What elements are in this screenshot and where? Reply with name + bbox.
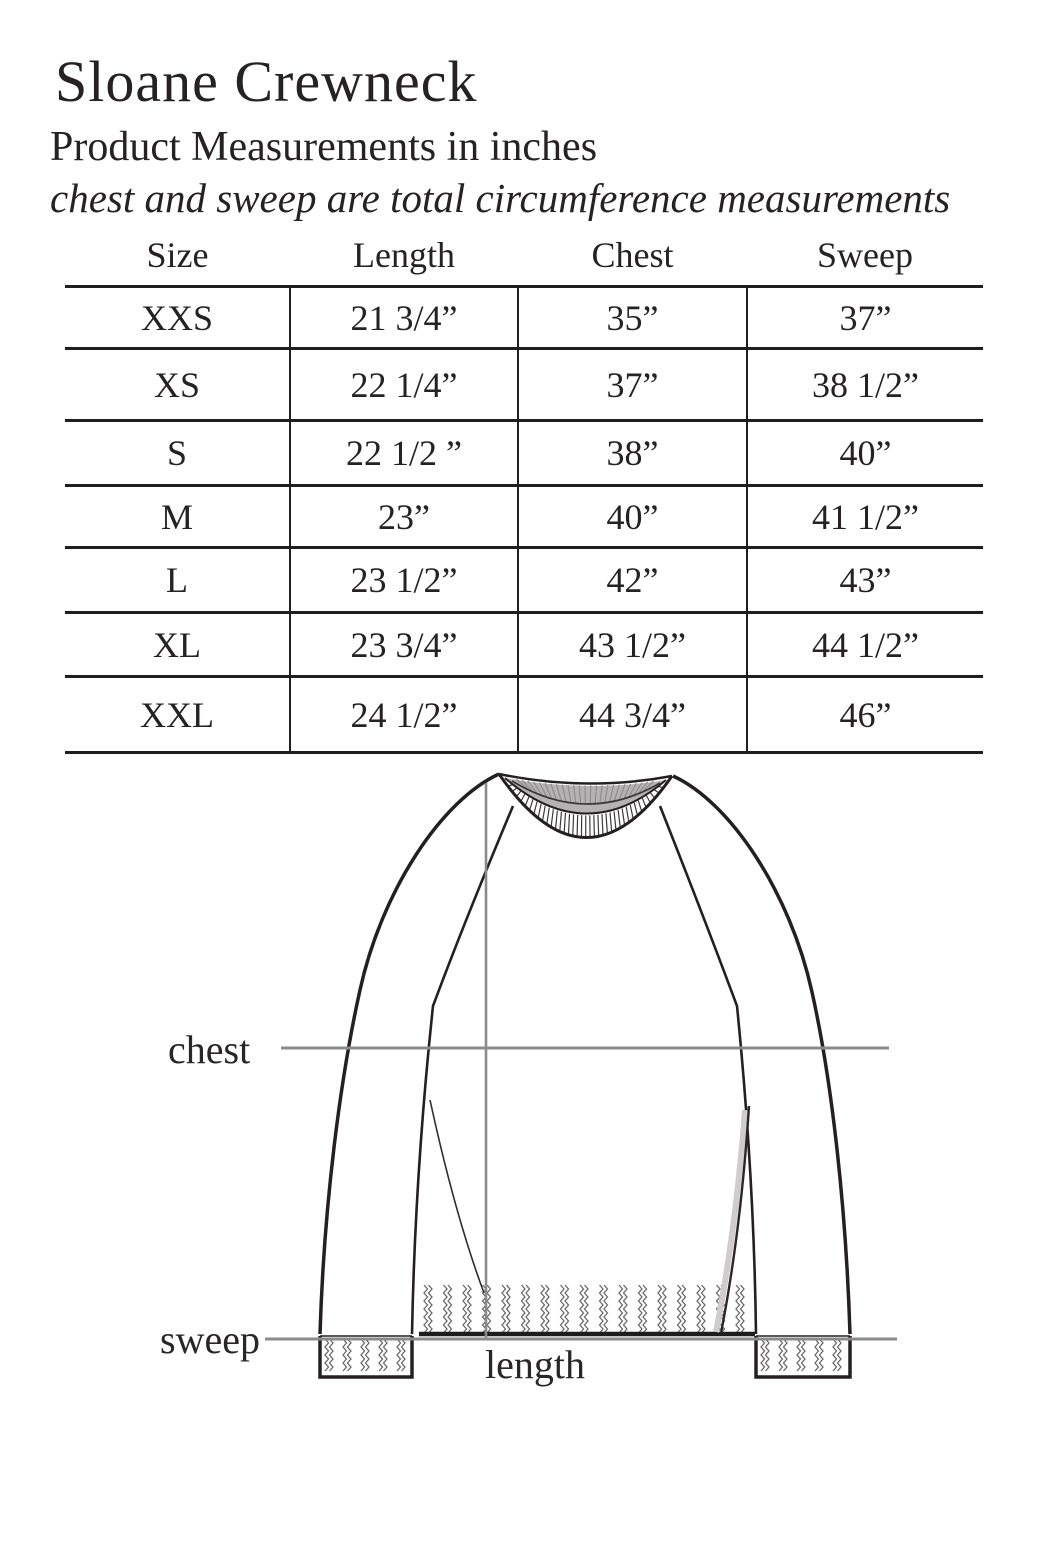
sweep-cell: 40” (747, 421, 983, 486)
page-subtitle: Product Measurements in inches (50, 124, 598, 170)
sweep-cell: 44 1/2” (747, 613, 983, 677)
sweep-cell: 46” (747, 677, 983, 753)
size-cell: XXL (65, 677, 290, 753)
chest-label: chest (168, 1027, 251, 1072)
chest-cell: 38” (518, 421, 747, 486)
column-header-chest: Chest (518, 234, 747, 287)
sweep-cell: 41 1/2” (747, 486, 983, 548)
length-cell: 21 3/4” (290, 287, 518, 349)
measurement-note: chest and sweep are total circumference measurements (50, 175, 951, 221)
chest-cell: 42” (518, 548, 747, 613)
size-cell: XL (65, 613, 290, 677)
chest-cell: 35” (518, 287, 747, 349)
length-cell: 24 1/2” (290, 677, 518, 753)
chest-cell: 43 1/2” (518, 613, 747, 677)
chest-cell: 37” (518, 349, 747, 421)
size-cell: L (65, 548, 290, 613)
chest-cell: 44 3/4” (518, 677, 747, 753)
size-cell: M (65, 486, 290, 548)
chest-cell: 40” (518, 486, 747, 548)
sweep-cell: 43” (747, 548, 983, 613)
column-header-size: Size (65, 234, 290, 287)
length-cell: 22 1/2 ” (290, 421, 518, 486)
sweep-cell: 37” (747, 287, 983, 349)
length-cell: 23 1/2” (290, 548, 518, 613)
sweep-label: sweep (160, 1317, 260, 1362)
length-cell: 22 1/4” (290, 349, 518, 421)
length-label: length (485, 1342, 585, 1387)
length-cell: 23” (290, 486, 518, 548)
size-cell: S (65, 421, 290, 486)
size-cell: XS (65, 349, 290, 421)
column-header-sweep: Sweep (747, 234, 983, 287)
size-cell: XXS (65, 287, 290, 349)
column-header-length: Length (290, 234, 518, 287)
page-title: Sloane Crewneck (55, 49, 478, 114)
length-cell: 23 3/4” (290, 613, 518, 677)
sweep-cell: 38 1/2” (747, 349, 983, 421)
